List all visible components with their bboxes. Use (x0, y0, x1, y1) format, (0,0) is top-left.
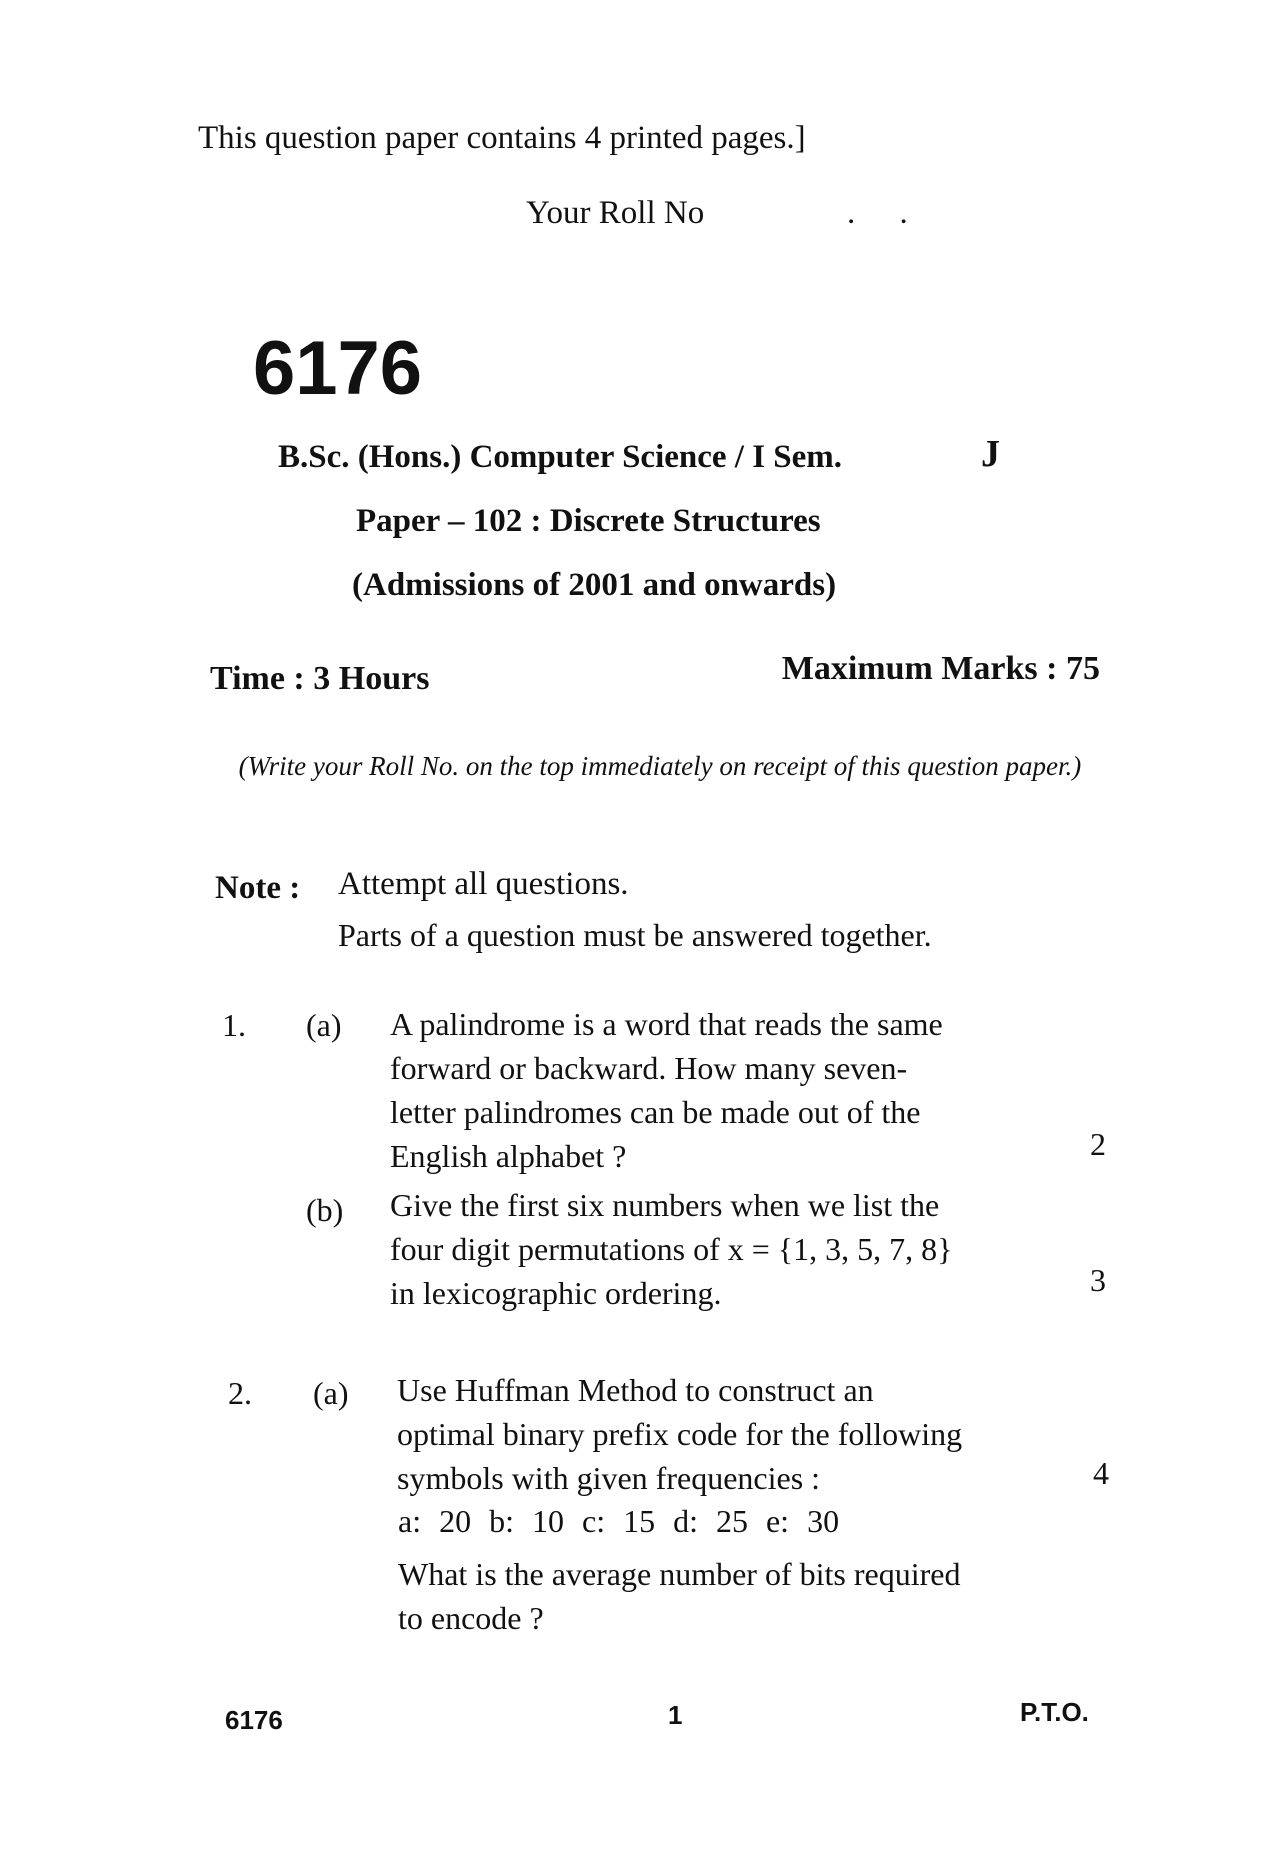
question-part-label: (b) (306, 1192, 344, 1228)
question-part-label: (a) (306, 1007, 342, 1043)
symbol-frequencies: a: 20 b: 10 c: 15 d: 25 e: 30 (398, 1503, 840, 1539)
question-line: English alphabet ? (390, 1138, 627, 1174)
question-line: Give the first six numbers when we list the (390, 1187, 940, 1223)
time-allowed: Time : 3 Hours (210, 660, 430, 697)
question-line: optimal binary prefix code for the following (397, 1416, 963, 1452)
page-count-note: This question paper contains 4 printed pages.] (198, 120, 806, 156)
question-line: symbols with given frequencies : (397, 1460, 821, 1496)
question-number: 1. (222, 1007, 246, 1043)
note-line-2: Parts of a question must be answered together. (338, 917, 932, 953)
question-text (397, 1368, 1057, 1500)
note-label: Note : (215, 870, 301, 906)
footer-paper-code: 6176 (225, 1705, 283, 1735)
course-title: B.Sc. (Hons.) Computer Science / I Sem. (278, 439, 843, 475)
please-turn-over: P.T.O. (1020, 1697, 1089, 1727)
roll-number-instruction: (Write your Roll No. on the top immediately on receipt of this question paper.) (238, 751, 1082, 781)
roll-number-dots: . . (847, 195, 926, 231)
question-line: forward or backward. How many seven- (390, 1050, 908, 1086)
question-part-label: (a) (313, 1375, 349, 1411)
question-marks: 2 (1090, 1126, 1106, 1162)
question-line: letter palindromes can be made out of the (390, 1094, 921, 1130)
set-letter: J (981, 433, 1000, 475)
question-text (390, 1183, 1050, 1315)
page-number: 1 (668, 1700, 683, 1730)
question-line: What is the average number of bits required (398, 1556, 961, 1592)
paper-code: 6176 (253, 326, 423, 411)
paper-title: Paper – 102 : Discrete Structures (356, 503, 821, 539)
maximum-marks: Maximum Marks : 75 (781, 650, 1100, 687)
note-line-1: Attempt all questions. (338, 866, 629, 902)
question-line: Use Huffman Method to construct an (397, 1372, 874, 1408)
admissions-line: (Admissions of 2001 and onwards) (352, 567, 837, 603)
question-marks: 4 (1093, 1455, 1109, 1491)
question-text (390, 1002, 1050, 1178)
question-line: to encode ? (398, 1600, 544, 1636)
question-line: A palindrome is a word that reads the same (390, 1006, 943, 1042)
question-followup (398, 1552, 1068, 1640)
question-line: four digit permutations of x = {1, 3, 5, 7, 8} (390, 1231, 953, 1267)
roll-number-label: Your Roll No (526, 195, 705, 231)
question-marks: 3 (1090, 1262, 1106, 1298)
question-line: in lexicographic ordering. (390, 1275, 722, 1311)
question-number: 2. (228, 1375, 252, 1411)
